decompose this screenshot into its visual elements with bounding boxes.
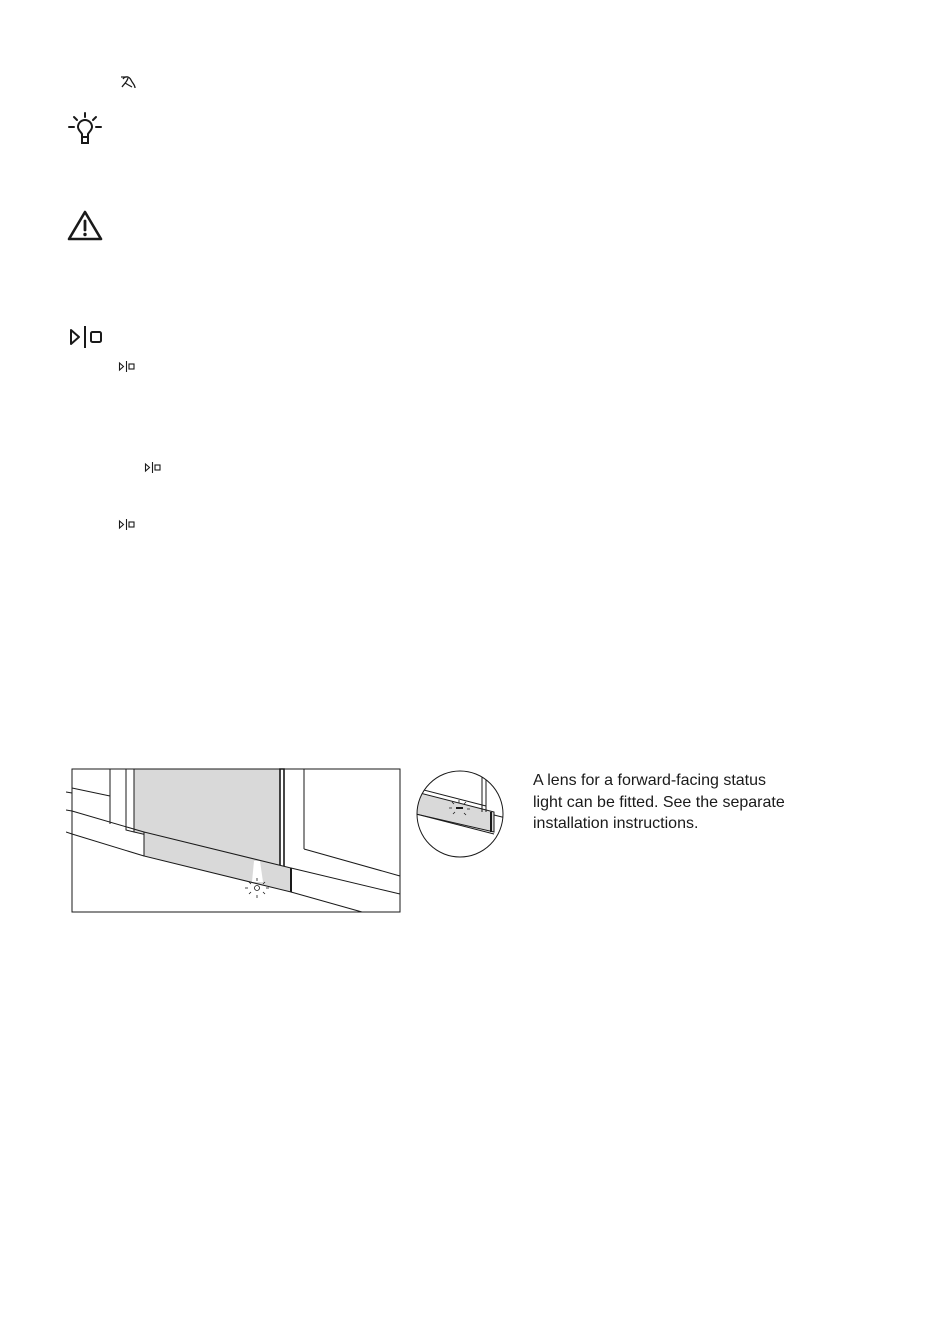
caption-line: A lens for a forward-facing status xyxy=(533,772,766,789)
dry-fan-symbol-icon xyxy=(119,75,137,91)
warning-triangle-icon xyxy=(66,209,104,243)
start-stop-icon xyxy=(68,326,104,350)
lens-detail-illustration xyxy=(416,770,506,860)
start-stop-small-icon xyxy=(118,361,136,373)
start-stop-small-icon xyxy=(144,462,162,474)
caption-line: light can be fitted. See the separate xyxy=(533,793,785,811)
caption-line: installation instructions. xyxy=(533,815,699,832)
installation-illustration xyxy=(66,766,406,916)
start-stop-small-icon xyxy=(118,519,136,531)
figure-caption xyxy=(533,770,813,835)
lightbulb-tip-icon xyxy=(66,111,104,147)
